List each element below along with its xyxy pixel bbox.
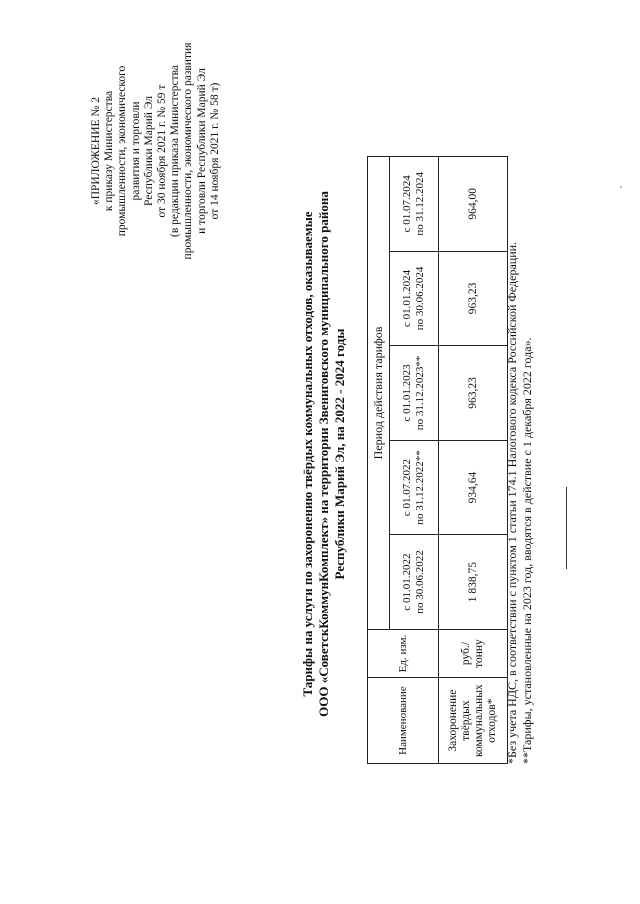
footnotes: [505, 144, 535, 764]
appendix-line: от 14 ноября 2021 г. № 58 т): [208, 82, 221, 220]
period-header: [390, 440, 439, 535]
tariff-value: 1 838,75: [439, 535, 508, 630]
period-to: по 31.12.2022**: [414, 450, 426, 525]
header-period: Период действия тарифов: [368, 157, 390, 630]
appendix-header: [90, 38, 222, 264]
period-to: по 30.06.2024: [414, 266, 426, 331]
period-to: по 31.12.2023**: [414, 355, 426, 431]
service-name-line: коммунальных: [473, 684, 485, 758]
appendix-line: «ПРИЛОЖЕНИЕ № 2: [90, 97, 102, 206]
service-name-line: твёрдых: [460, 700, 472, 741]
period-from: с 01.07.2024: [401, 175, 413, 233]
period-from: с 01.07.2022: [401, 458, 413, 517]
appendix-line: Республики Марий Эл: [142, 96, 155, 207]
unit-line: руб./: [460, 641, 472, 666]
divider-line: [566, 487, 567, 569]
appendix-line: от 30 ноября 2021 г. № 59 т: [156, 84, 169, 218]
tariff-table: [367, 156, 508, 764]
appendix-line: промышленности, экономического развития: [182, 42, 195, 260]
document-title: [300, 144, 348, 764]
period-header: [390, 251, 439, 346]
period-from: с 01.01.2023: [401, 364, 413, 422]
tariff-value: 934,64: [439, 440, 508, 535]
footnote: **Тарифы, установленные на 2023 год, вводятся в действие с 1 декабря 2022 года».: [520, 337, 534, 764]
table-row: [439, 157, 508, 764]
tariff-value: 963,23: [439, 346, 508, 441]
period-to: по 30.06.2022: [414, 550, 426, 614]
tariff-value: 963,23: [439, 251, 508, 346]
tariff-value: 964,00: [439, 157, 508, 252]
footnote: *Без учета НДС, в соответствии с пунктом 1 статьи 174.1 Налогового кодекса Российской Федерации.: [505, 241, 519, 764]
title-line: ООО «СоветскКоммунКомплект» на территории Звениговского муниципального района: [316, 191, 331, 717]
unit-cell: [439, 629, 508, 677]
appendix-line: промышленности, экономического: [116, 65, 129, 237]
appendix-line: развития и торговли: [129, 101, 142, 201]
unit-line: тонну: [473, 639, 485, 668]
title-line: Республики Марий Эл, на 2022 - 2024 годы: [332, 328, 347, 580]
period-header: [390, 535, 439, 630]
service-name-line: отходов*: [486, 698, 498, 743]
title-line: Тарифы на услуги по захоронению твёрдых коммунальных отходов, оказываемые: [300, 211, 315, 697]
period-header: [390, 346, 439, 441]
period-from: с 01.01.2024: [401, 269, 413, 327]
header-name: Наименование: [368, 678, 439, 764]
appendix-line: и торговли Республики Марий Эл: [195, 68, 208, 234]
period-from: с 01.01.2022: [401, 553, 413, 611]
service-name-cell: [439, 678, 508, 764]
header-unit: Ед. изм.: [368, 629, 439, 677]
appendix-line: (в редакции приказа Министерства: [169, 65, 182, 238]
period-header: [390, 157, 439, 252]
appendix-line: к приказу Министерства: [103, 90, 116, 212]
period-to: по 31.12.2024: [414, 171, 426, 236]
service-name-line: Захоронение: [447, 689, 459, 752]
